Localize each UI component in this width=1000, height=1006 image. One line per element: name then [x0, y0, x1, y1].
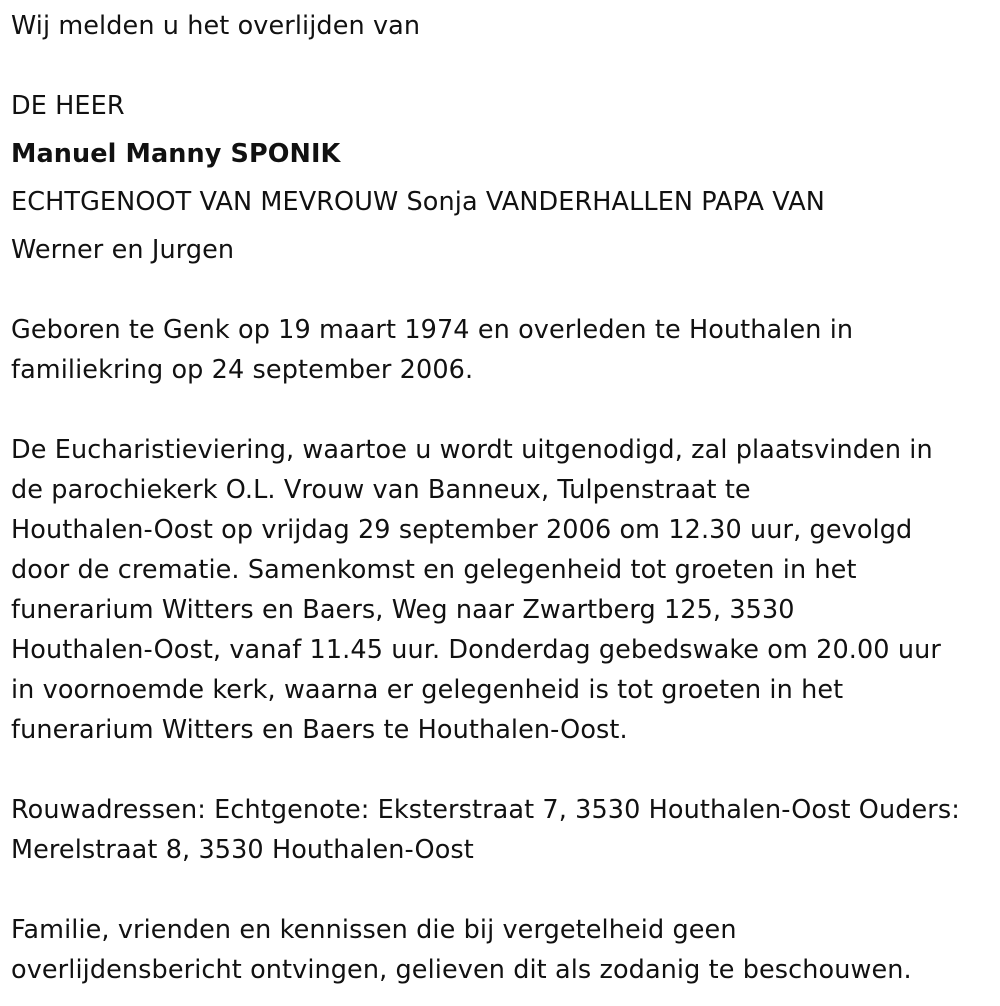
relation-line-2: Werner en Jurgen — [11, 235, 235, 265]
birth-death-line-1: Geboren te Genk op 19 maart 1974 en overleden te Houthalen in — [11, 315, 854, 345]
birth-death-line-2: familiekring op 24 september 2006. — [11, 355, 474, 385]
ceremony-line-7: in voornoemde kerk, waarna er gelegenheid is tot groeten in het — [11, 675, 844, 705]
closing-line-2: overlijdensbericht ontvingen, gelieven dit als zodanig te beschouwen. — [11, 955, 912, 985]
spacer — [11, 750, 991, 790]
addresses-line-2: Merelstraat 8, 3530 Houthalen-Oost — [11, 835, 474, 865]
ceremony-line-1: De Eucharistieviering, waartoe u wordt uitgenodigd, zal plaatsvinden in — [11, 435, 933, 465]
ceremony-line-4: door de crematie. Samenkomst en gelegenheid tot groeten in het — [11, 555, 857, 585]
spacer — [11, 174, 991, 182]
ceremony-line-6: Houthalen-Oost, vanaf 11.45 uur. Donderdag gebedswake om 20.00 uur — [11, 635, 941, 665]
closing-line-1: Familie, vrienden en kennissen die bij vergetelheid geen — [11, 915, 737, 945]
spacer — [11, 270, 991, 310]
spacer — [11, 222, 991, 230]
spacer — [11, 390, 991, 430]
relation-line-1: ECHTGENOOT VAN MEVROUW Sonja VANDERHALLEN PAPA VAN — [11, 187, 825, 217]
addresses-line-1: Rouwadressen: Echtgenote: Eksterstraat 7, 3530 Houthalen-Oost Ouders: — [11, 795, 960, 825]
spacer — [11, 870, 991, 910]
spacer — [11, 46, 991, 86]
spacer — [11, 126, 991, 134]
deceased-name: Manuel Manny SPONIK — [11, 139, 341, 169]
ceremony-line-3: Houthalen-Oost op vrijdag 29 september 2006 om 12.30 uur, gevolgd — [11, 515, 913, 545]
ceremony-line-2: de parochiekerk O.L. Vrouw van Banneux, Tulpenstraat te — [11, 475, 751, 505]
honorific-title: DE HEER — [11, 91, 125, 121]
ceremony-line-8: funerarium Witters en Baers te Houthalen-Oost. — [11, 715, 628, 745]
intro-text: Wij melden u het overlijden van — [11, 11, 421, 41]
ceremony-line-5: funerarium Witters en Baers, Weg naar Zwartberg 125, 3530 — [11, 595, 795, 625]
obituary-document — [11, 6, 991, 990]
